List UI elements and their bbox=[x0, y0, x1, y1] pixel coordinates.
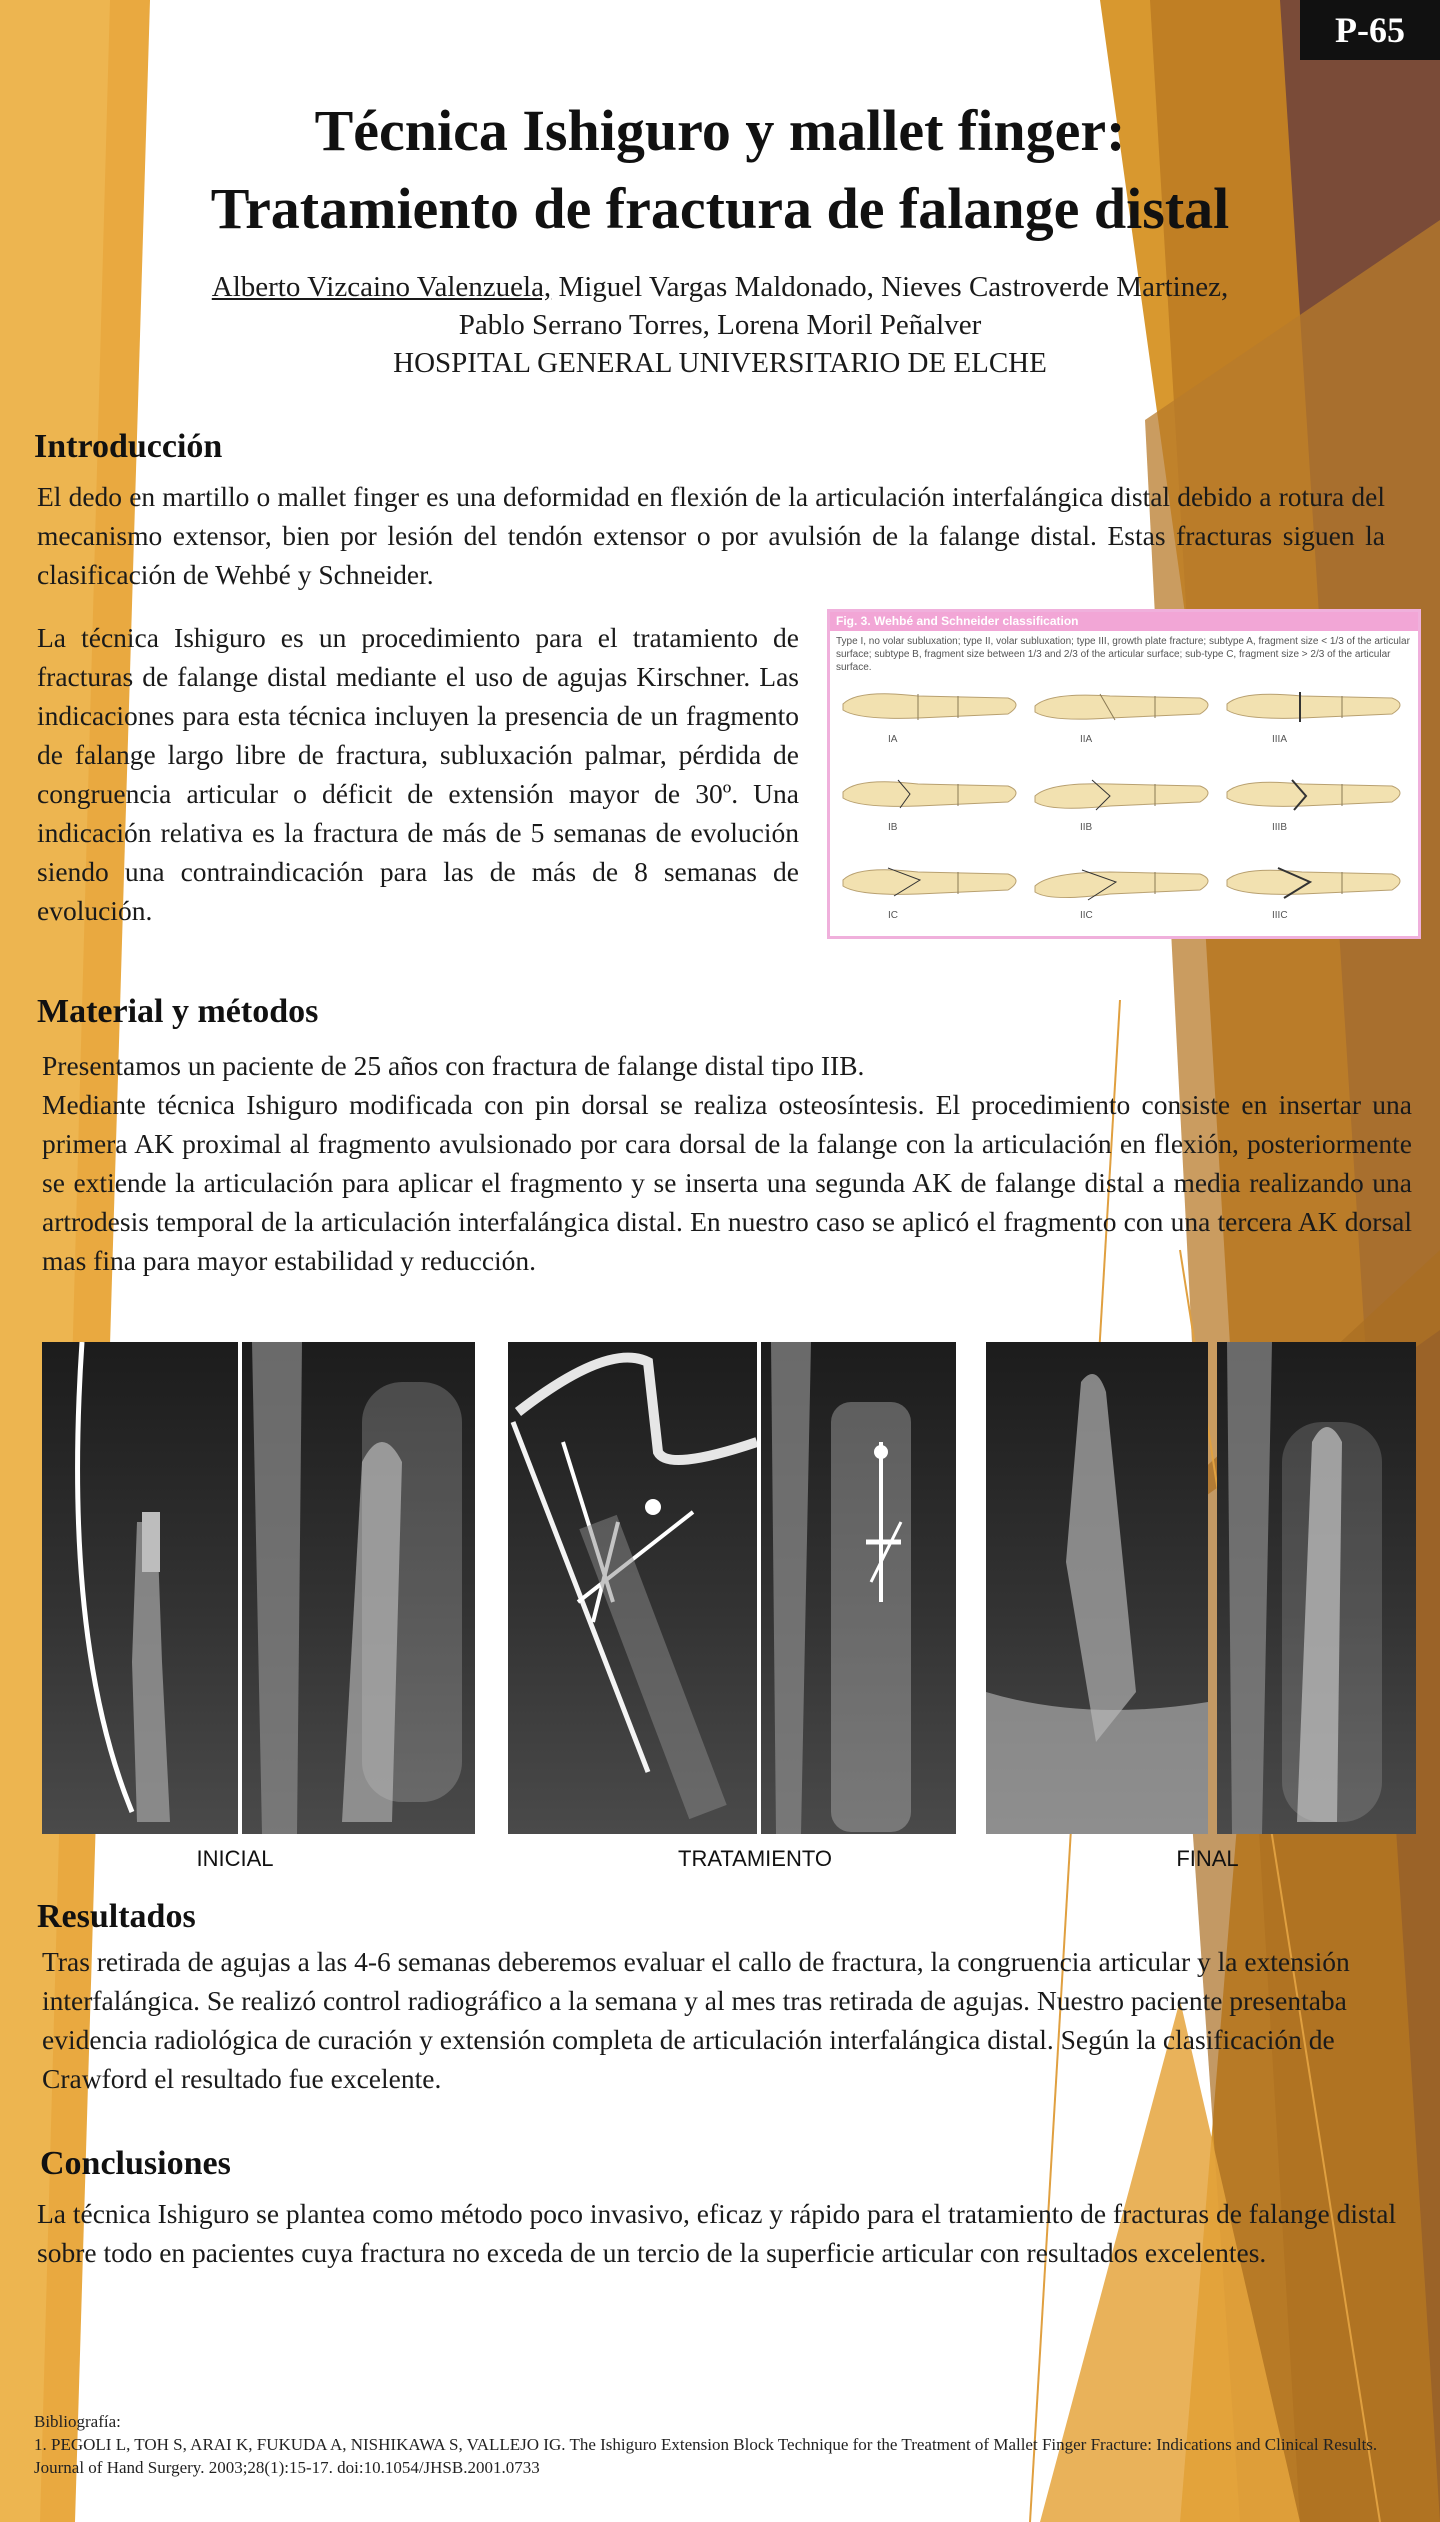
finger-diagram bbox=[1030, 762, 1220, 846]
figure-label: IIB bbox=[1080, 822, 1093, 833]
methods-paragraph-1: Presentamos un paciente de 25 años con fractura de falange distal tipo IIB. bbox=[42, 1050, 865, 1081]
xray-initial-ap bbox=[242, 1342, 475, 1834]
results-paragraph: Tras retirada de agujas a las 4-6 semanas deberemos evaluar el callo de fractura, la congruencia articular y la extensión interfalángica. Se realizó control radiográfico a la semana y al mes tras retirada de agujas. Nuestro paciente presentaba evidencia radiológica de curación y extensión completa de articulación interfalángica distal. Según la clasificación de Crawford el resultado fue excelente. bbox=[42, 1946, 1350, 2094]
first-author: Alberto Vizcaino Valenzuela, bbox=[211, 271, 552, 303]
figure-label: IIA bbox=[1080, 734, 1093, 745]
title-line-2: Tratamiento de fractura de falange distal bbox=[210, 176, 1230, 241]
co-authors: Miguel Vargas Maldonado, Nieves Castroverde Martinez, bbox=[551, 271, 1229, 303]
author-block bbox=[120, 268, 1320, 382]
intro-heading: Introducción bbox=[34, 428, 223, 465]
figure-description: Type I, no volar subluxation; type II, volar subluxation; type III, growth plate fracture; subtype A, fragment size < 1/3 of the articular surface; subtype B, fragment size between 1/3 and 2/3 of the articular surface; sub-type C, fragment size > 2/3 of the articular surface. bbox=[836, 636, 1410, 673]
finger-diagram bbox=[1222, 850, 1412, 934]
figure-grid bbox=[830, 674, 1418, 936]
figure-label: IIIC bbox=[1272, 910, 1288, 921]
figure-header: Fig. 3. Wehbé and Schneider classification bbox=[830, 612, 1418, 631]
figure-label: IIIA bbox=[1272, 734, 1288, 745]
classification-figure bbox=[827, 609, 1421, 939]
methods-paragraph-2: Mediante técnica Ishiguro modificada con pin dorsal se realiza osteosíntesis. El procedimiento consiste en insertar una primera AK proximal al fragmento avulsionado por cara dorsal de la falange con la articulación en flexión, posteriormente se extiende la articulación para aplicar el fragmento y se inserta una segunda AK de falange distal a media realizando una artrodesis temporal de la articulación interfalángica distal. En nuestro caso se aplicó el fragmento con una tercera AK dorsal mas fina para mayor estabilidad y reducción. bbox=[42, 1089, 1412, 1276]
bibliography bbox=[34, 2410, 1404, 2479]
caption-initial: INICIAL bbox=[196, 1846, 274, 1871]
author-line-2: Pablo Serrano Torres, Lorena Moril Peñalver bbox=[458, 309, 982, 341]
poster-code-badge: P-65 bbox=[1300, 0, 1440, 60]
figure-label: IIIB bbox=[1272, 822, 1288, 833]
finger-diagram bbox=[1030, 674, 1220, 758]
bibliography-ref-1: 1. PEGOLI L, TOH S, ARAI K, FUKUDA A, NISHIKAWA S, VALLEJO IG. The Ishiguro Extension Block Technique for the Treatment of Mallet Finger Fracture: Indications and Clinical Results. Journal of Hand Surgery. 2003;28(1):15-17. doi:10.1054/JHSB.2001.0733 bbox=[34, 2435, 1378, 2477]
title-line-1: Técnica Ishiguro y mallet finger: bbox=[314, 98, 1126, 163]
author-line-1 bbox=[120, 268, 1320, 306]
figure-label: IA bbox=[888, 734, 898, 745]
intro-paragraph-2: La técnica Ishiguro es un procedimiento para el tratamiento de fracturas de falange distal mediante el uso de agujas Kirschner. Las indicaciones para esta técnica incluyen la presencia de un fragmento de falange largo libre de fractura, subluxación palmar, pérdida de congruencia articular o déficit de extensión mayor de 30º. Una indicación relativa es la fractura de más de 5 semanas de evolución siendo una contraindicación para las de más de 8 semanas de evolución. bbox=[37, 622, 799, 926]
results-heading: Resultados bbox=[37, 1898, 196, 1935]
finger-diagram bbox=[1030, 850, 1220, 934]
finger-diagram bbox=[1222, 762, 1412, 846]
figure-label: IC bbox=[888, 910, 898, 921]
xray-treatment-lateral bbox=[508, 1342, 757, 1834]
xray-final-ap bbox=[1217, 1342, 1416, 1834]
affiliation: HOSPITAL GENERAL UNIVERSITARIO DE ELCHE bbox=[393, 347, 1047, 379]
figure-label: IIC bbox=[1080, 910, 1093, 921]
caption-treatment: TRATAMIENTO bbox=[678, 1846, 832, 1871]
figure-label: IB bbox=[888, 822, 898, 833]
xray-final-lateral bbox=[986, 1342, 1208, 1834]
caption-final: FINAL bbox=[1176, 1846, 1239, 1871]
xray-treatment-ap bbox=[761, 1342, 956, 1834]
methods-heading: Material y métodos bbox=[37, 993, 319, 1030]
finger-diagram bbox=[838, 674, 1028, 758]
finger-diagram bbox=[838, 762, 1028, 846]
poster-title bbox=[110, 92, 1330, 248]
conclusions-heading: Conclusiones bbox=[40, 2145, 231, 2182]
conclusions-paragraph: La técnica Ishiguro se plantea como método poco invasivo, eficaz y rápido para el tratamiento de fracturas de falange distal sobre todo en pacientes cuya fractura no exceda de un tercio de la superficie articular con resultados excelentes. bbox=[37, 2198, 1397, 2268]
bibliography-label: Bibliografía: bbox=[34, 2412, 121, 2431]
xray-initial-lateral bbox=[42, 1342, 238, 1834]
finger-diagram bbox=[1222, 674, 1412, 758]
finger-diagram bbox=[838, 850, 1028, 934]
intro-paragraph-1: El dedo en martillo o mallet finger es una deformidad en flexión de la articulación interfalángica distal debido a rotura del mecanismo extensor, bien por lesión del tendón extensor o por avulsión de la falange distal. Estas fracturas siguen la clasificación de Wehbé y Schneider. bbox=[37, 481, 1385, 590]
